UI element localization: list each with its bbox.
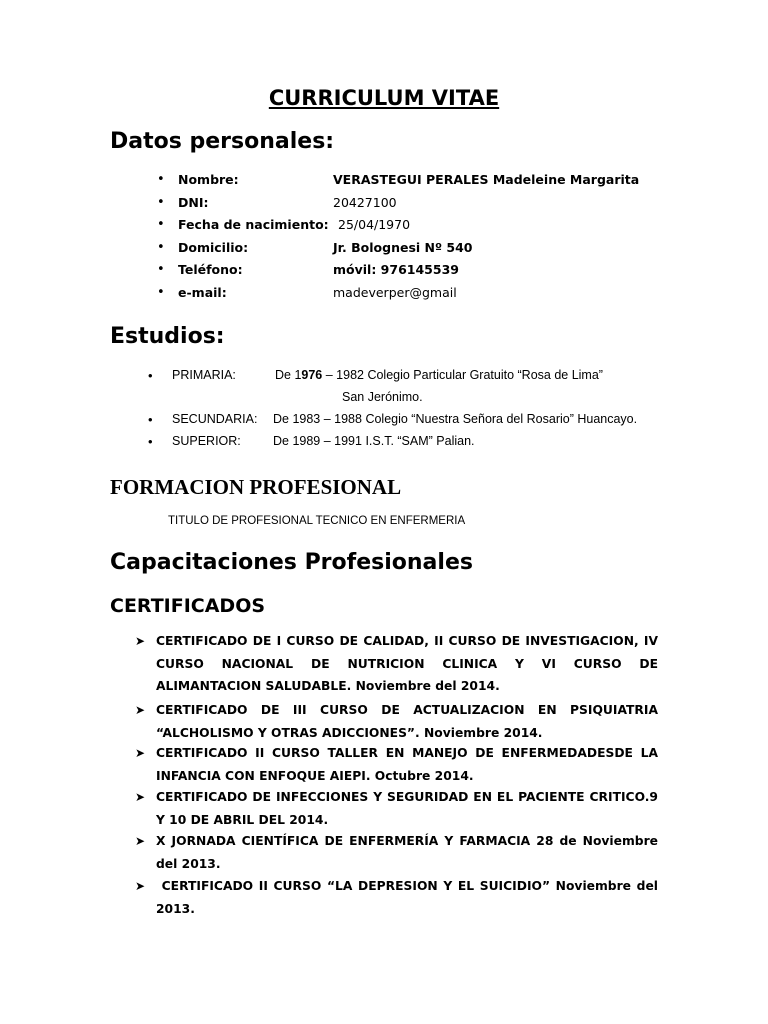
field-label: Domicilio:: [178, 240, 249, 255]
bullet-icon: •: [157, 217, 165, 232]
certificate-text: CERTIFICADO DE I CURSO DE CALIDAD, II CURSO DE INVESTIGACION, IV CURSO NACIONAL DE NUTRICION CLINICA Y VI CURSO DE ALIMANTACION SALUDABLE. Noviembre del 2014.: [156, 634, 658, 693]
level-value-pre: De 1: [275, 368, 302, 382]
bullet-icon: •: [157, 195, 165, 210]
level-value-post: – 1982 Colegio Particular Gratuito “Rosa de Lima”: [322, 368, 603, 382]
field-value: 25/04/1970: [338, 217, 411, 232]
field-label: Teléfono:: [178, 262, 243, 277]
certificate-text: X JORNADA CIENTÍFICA DE ENFERMERÍA Y FARMACIA 28 de Noviembre del 2013.: [156, 834, 658, 871]
formacion-heading: FORMACION PROFESIONAL: [110, 475, 402, 499]
level-label: SECUNDARIA:: [172, 412, 258, 426]
certificados-heading: CERTIFICADOS: [110, 595, 266, 617]
field-value: VERASTEGUI PERALES Madeleine Margarita: [333, 172, 640, 187]
bullet-icon: •: [148, 434, 153, 449]
formacion-text: TITULO DE PROFESIONAL TECNICO EN ENFERMERIA: [168, 515, 466, 527]
certificate-text: CERTIFICADO DE III CURSO DE ACTUALIZACION EN PSIQUIATRIA “ALCHOLISMO Y OTRAS ADICCIONES”. Noviembre 2014.: [156, 703, 658, 740]
level-label: PRIMARIA:: [172, 368, 236, 382]
estudios-heading: Estudios:: [110, 324, 225, 349]
level-value: De 1989 – 1991 I.S.T. “SAM” Palian.: [273, 434, 475, 448]
datos-personales-heading: Datos personales:: [110, 129, 335, 154]
field-label: Fecha de nacimiento:: [178, 217, 329, 232]
bullet-icon: •: [157, 262, 165, 277]
certificate-text: CERTIFICADO DE INFECCIONES Y SEGURIDAD EN EL PACIENTE CRITICO.9 Y 10 DE ABRIL DEL 2014.: [156, 790, 658, 827]
field-value: Jr. Bolognesi Nº 540: [333, 240, 473, 255]
arrowhead-icon: ➤: [135, 790, 146, 804]
field-label: DNI:: [178, 195, 209, 210]
level-value-continuation: San Jerónimo.: [342, 390, 423, 404]
bullet-icon: •: [148, 412, 153, 427]
field-value: madeverper@gmail: [333, 285, 457, 300]
bullet-icon: •: [148, 368, 153, 383]
arrowhead-icon: ➤: [135, 879, 146, 893]
arrowhead-icon: ➤: [135, 634, 146, 648]
arrowhead-icon: ➤: [135, 746, 146, 760]
certificate-text: CERTIFICADO II CURSO “LA DEPRESION Y EL SUICIDIO” Noviembre del 2013.: [156, 879, 663, 916]
level-label: SUPERIOR:: [172, 434, 241, 448]
field-label: Nombre:: [178, 172, 239, 187]
bullet-icon: •: [157, 172, 165, 187]
level-value: De 1983 – 1988 Colegio “Nuestra Señora del Rosario” Huancayo.: [273, 412, 638, 426]
field-value: móvil: 976145539: [333, 262, 459, 277]
arrowhead-icon: ➤: [135, 703, 146, 717]
field-value: 20427100: [333, 195, 397, 210]
bullet-icon: •: [157, 240, 165, 255]
document-title: CURRICULUM VITAE: [268, 86, 500, 110]
arrowhead-icon: ➤: [135, 834, 146, 848]
bullet-icon: •: [157, 285, 165, 300]
level-value-bold: 976: [301, 368, 323, 382]
field-label: e-mail:: [178, 285, 227, 300]
level-value: [275, 368, 603, 382]
capacitaciones-heading: Capacitaciones Profesionales: [110, 550, 473, 575]
certificate-text: CERTIFICADO II CURSO TALLER EN MANEJO DE ENFERMEDADESDE LA INFANCIA CON ENFOQUE AIEPI. Octubre 2014.: [156, 746, 658, 783]
